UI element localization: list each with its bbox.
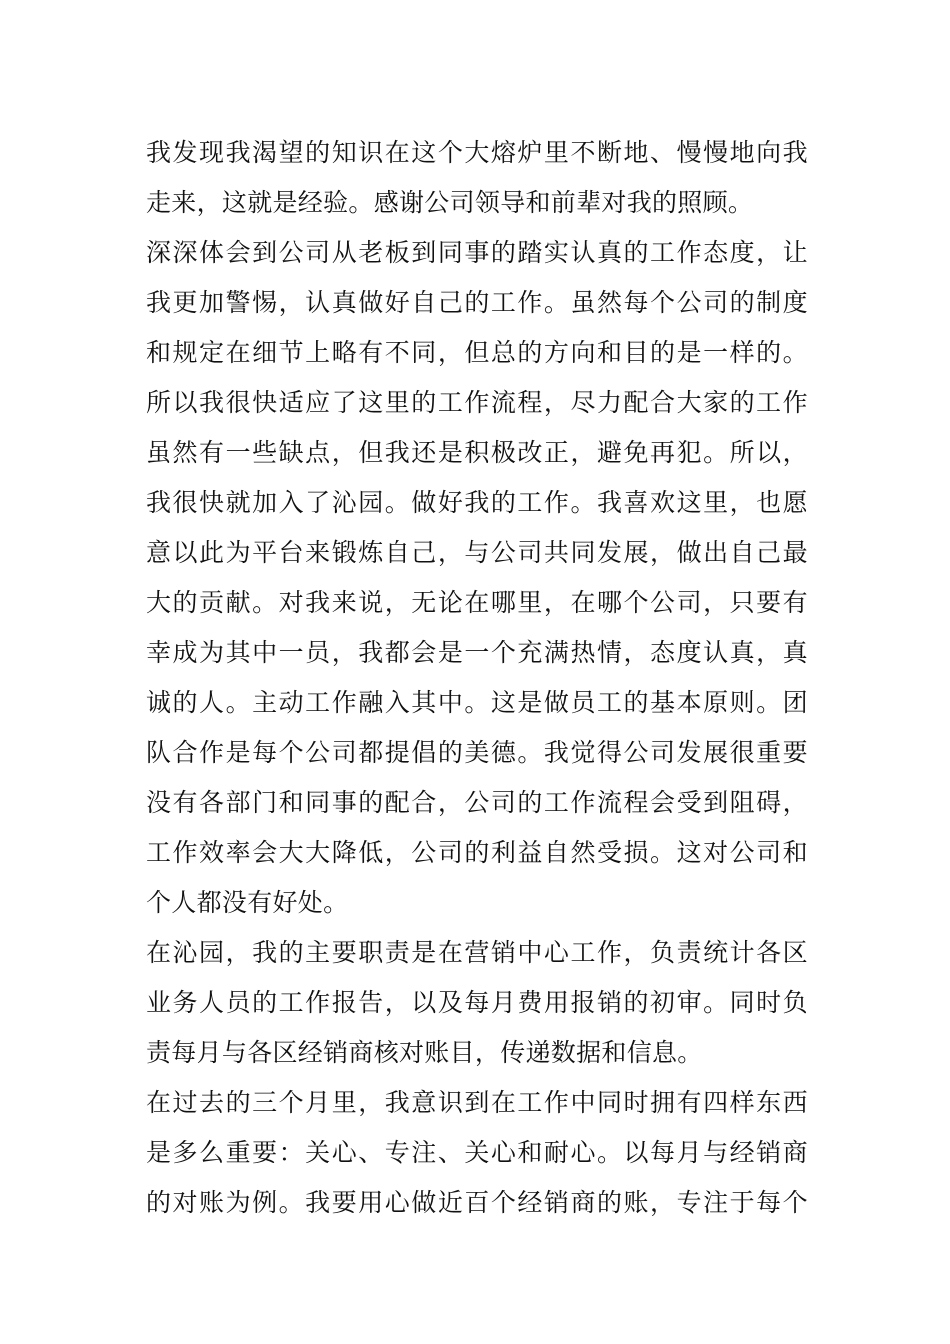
text-line: 诚的人。主动工作融入其中。这是做员工的基本原则。团 (146, 688, 808, 717)
text-line: 深深体会到公司从老板到同事的踏实认真的工作态度，让 (146, 238, 808, 267)
text-line: 没有各部门和同事的配合，公司的工作流程会受到阻碍， (146, 788, 808, 817)
text-line: 走来，这就是经验。感谢公司领导和前辈对我的照顾。 (146, 188, 754, 217)
text-line: 我发现我渴望的知识在这个大熔炉里不断地、慢慢地向我 (146, 138, 808, 167)
text-line: 个人都没有好处。 (146, 888, 349, 917)
document-body (146, 128, 808, 1228)
text-line: 队合作是每个公司都提倡的美德。我觉得公司发展很重要 (146, 738, 808, 767)
text-line: 在沁园，我的主要职责是在营销中心工作，负责统计各区 (146, 938, 808, 967)
text-line: 工作效率会大大降低，公司的利益自然受损。这对公司和 (146, 838, 808, 867)
text-line: 意以此为平台来锻炼自己，与公司共同发展，做出自己最 (146, 538, 808, 567)
text-line: 是多么重要：关心、专注、关心和耐心。以每月与经销商 (146, 1138, 808, 1167)
text-line: 业务人员的工作报告，以及每月费用报销的初审。同时负 (146, 988, 808, 1017)
text-line: 我很快就加入了沁园。做好我的工作。我喜欢这里，也愿 (146, 488, 808, 517)
text-line: 所以我很快适应了这里的工作流程，尽力配合大家的工作 (146, 388, 808, 417)
text-line: 虽然有一些缺点，但我还是积极改正，避免再犯。所以， (146, 438, 808, 467)
text-line: 大的贡献。对我来说，无论在哪里，在哪个公司，只要有 (146, 588, 808, 617)
text-line: 我更加警惕，认真做好自己的工作。虽然每个公司的制度 (146, 288, 808, 317)
text-line: 在过去的三个月里，我意识到在工作中同时拥有四样东西 (146, 1088, 808, 1117)
text-line: 责每月与各区经销商核对账目，传递数据和信息。 (146, 1038, 703, 1067)
text-line: 的对账为例。我要用心做近百个经销商的账，专注于每个 (146, 1188, 808, 1217)
text-line: 幸成为其中一员，我都会是一个充满热情，态度认真，真 (146, 638, 808, 667)
text-line: 和规定在细节上略有不同，但总的方向和目的是一样的。 (146, 338, 808, 367)
